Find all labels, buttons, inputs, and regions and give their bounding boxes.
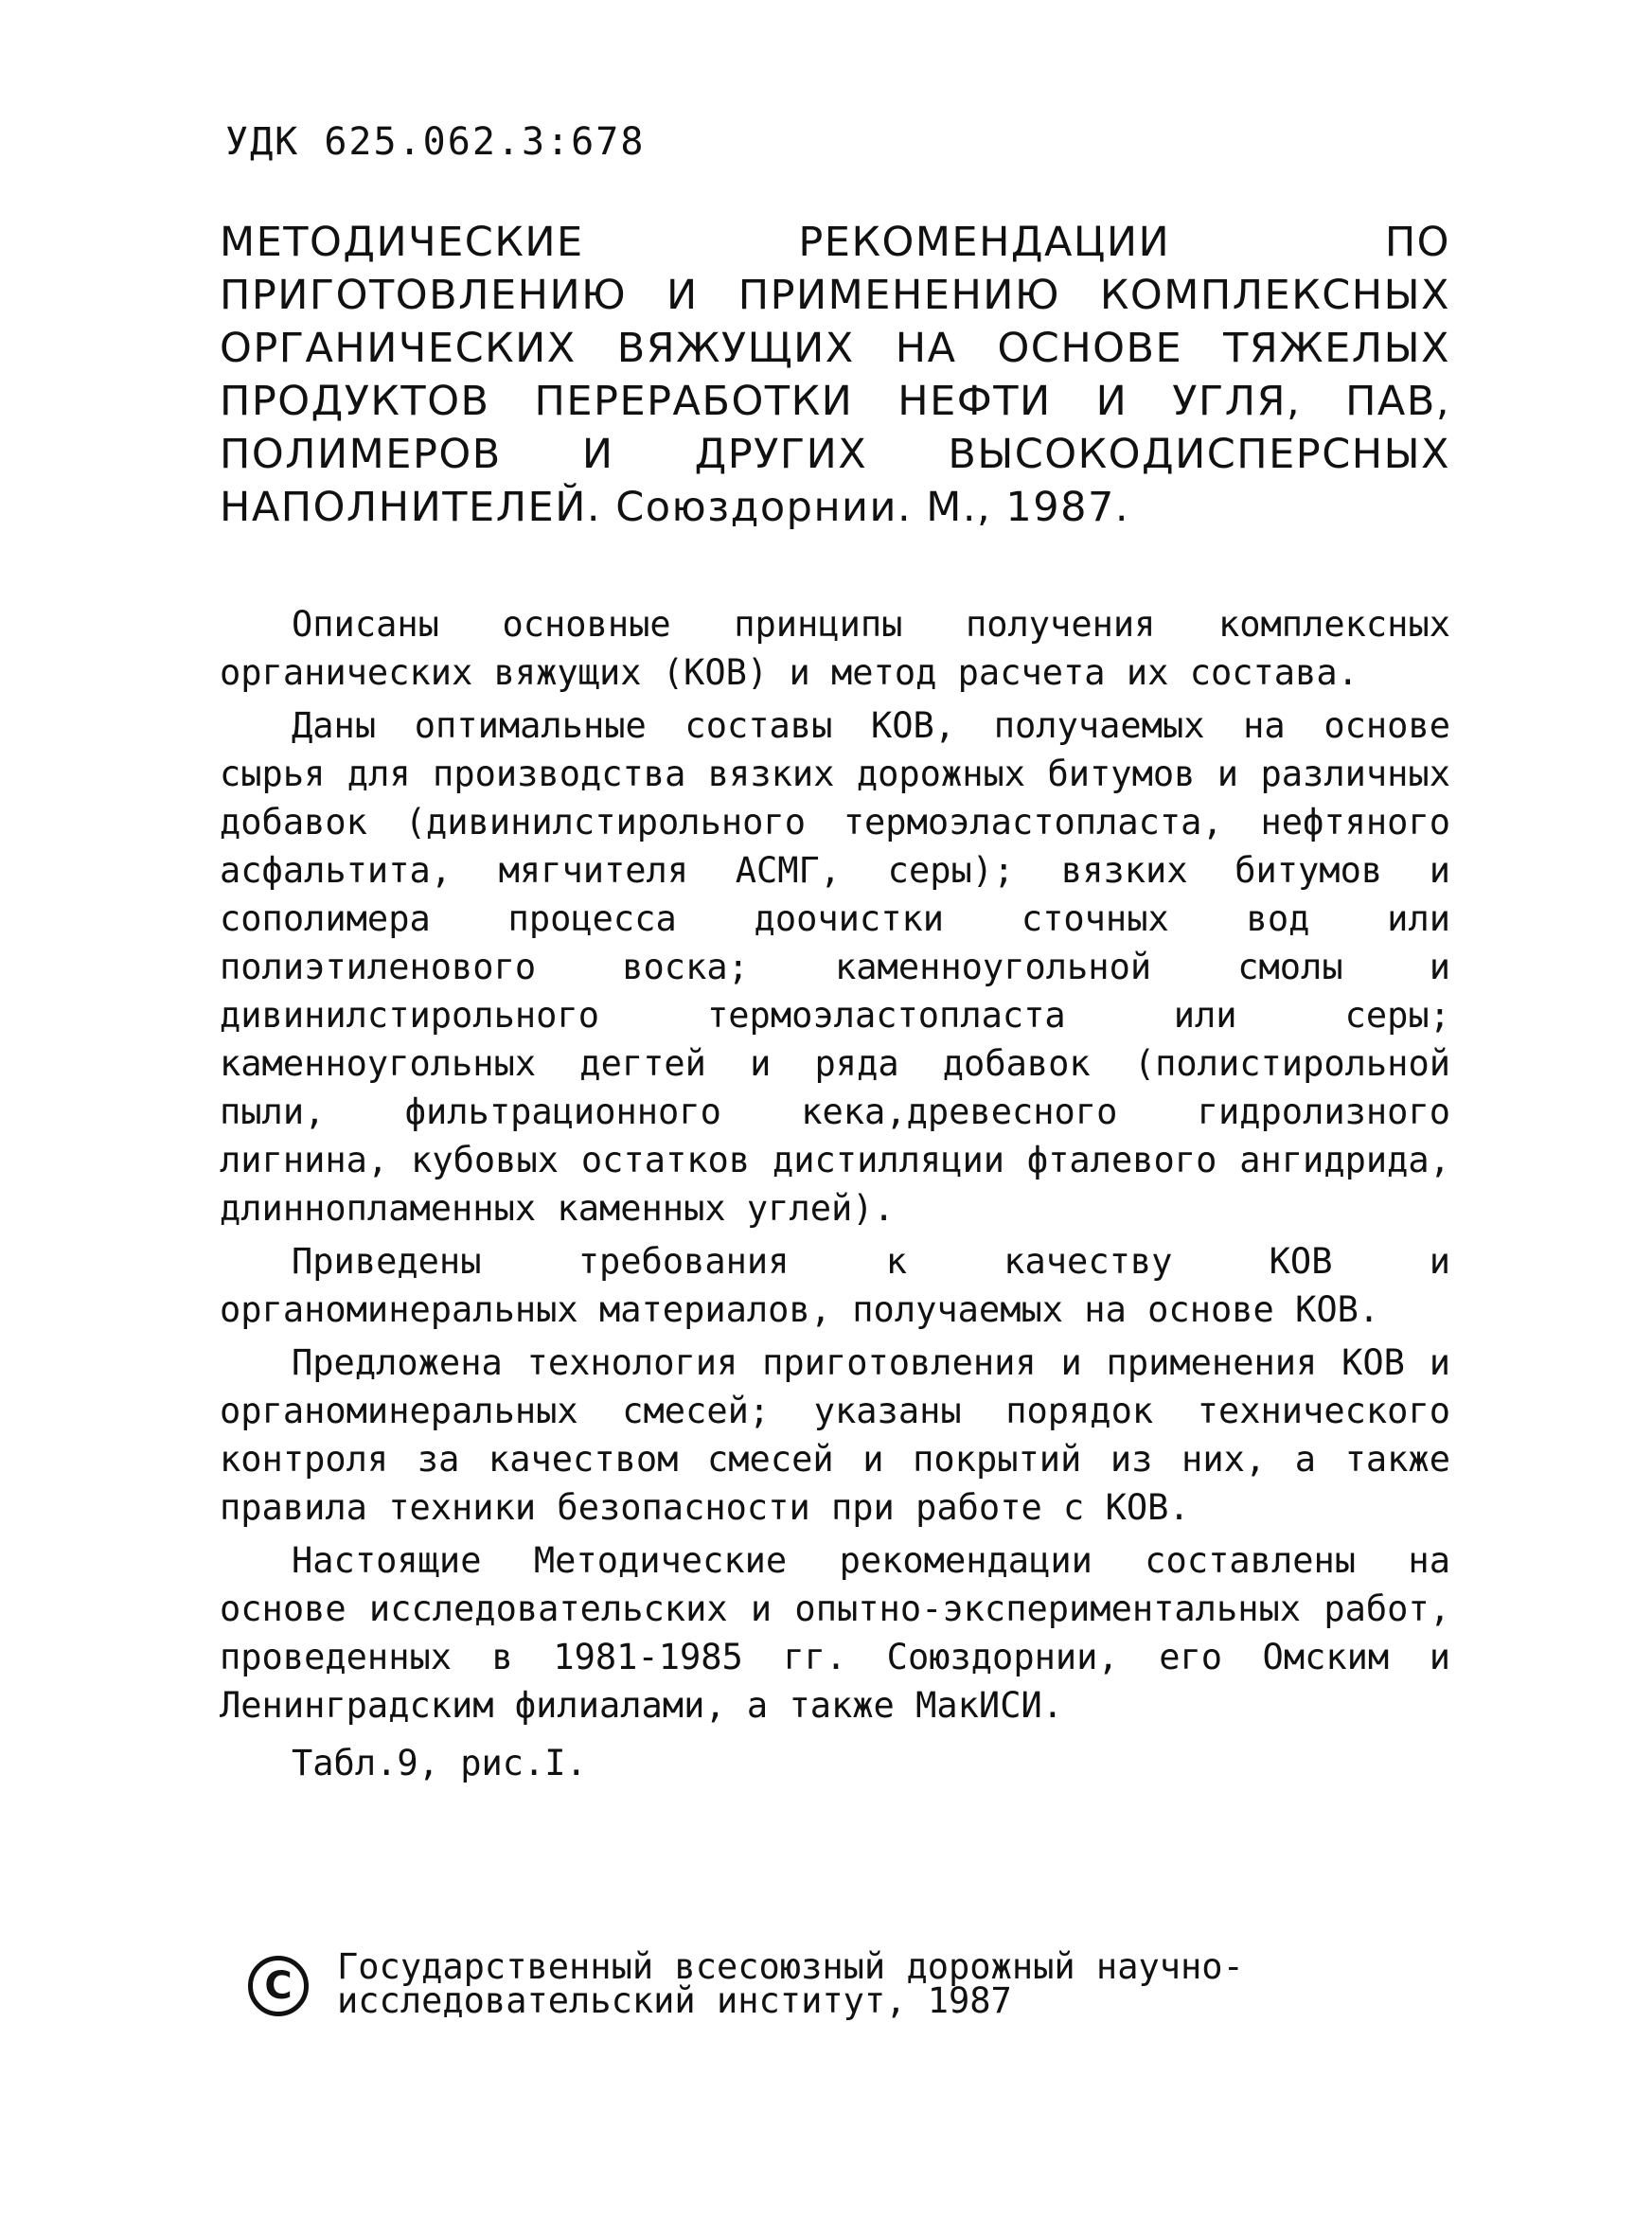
abstract	[220, 600, 1450, 1729]
copyright-text	[337, 1946, 1244, 2021]
abstract-paragraph-5: Настоящие Методические рекомендации составлены на основе исследовательских и опытно-экспериментальных работ, проведенных в 1981-1985 гг. Союздорнии, его Омским и Ленинградским филиалами, а также МакИСИ.	[220, 1540, 1450, 1726]
document-page	[220, 114, 1450, 1787]
title-main: МЕТОДИЧЕСКИЕ РЕКОМЕНДАЦИИ ПО ПРИГОТОВЛЕНИЮ И ПРИМЕНЕНИЮ КОМПЛЕКСНЫХ ОРГАНИЧЕСКИХ ВЯЖУЩИХ НА ОСНОВЕ ТЯЖЕЛЫХ ПРОДУКТОВ ПЕРЕРАБОТКИ НЕФТИ И УГЛЯ, ПАВ, ПОЛИМЕРОВ И ДРУГИХ ВЫСОКОДИСПЕРСНЫХ НАПОЛНИТЕЛЕЙ.	[220, 219, 1450, 531]
udk-code: УДК 625.062.3:678	[225, 120, 646, 164]
abstract-paragraph-3: Приведены требования к качеству КОВ и органоминеральных материалов, получаемых на основе КОВ.	[220, 1241, 1450, 1330]
title-publisher: Союздорнии. М., 1987.	[615, 484, 1129, 531]
tables-figures-count: Табл.9, рис.I.	[292, 1743, 587, 1783]
copyright-symbol: C	[264, 1964, 293, 2008]
document-title	[220, 216, 1450, 534]
copyright-line-1: Государственный всесоюзный дорожный научно-	[337, 1946, 1244, 1987]
abstract-paragraph-1: Описаны основные принципы получения комплексных органических вяжущих (КОВ) и метод расчета их состава.	[220, 604, 1450, 693]
copyright-block	[248, 1946, 1479, 2021]
abstract-paragraph-4: Предложена технология приготовления и применения КОВ и органоминеральных смесей; указаны порядок технического контроля за качеством смесей и покрытий из них, а также правила техники безопасности при работе с КОВ.	[220, 1342, 1450, 1528]
abstract-paragraph-2: Даны оптимальные составы КОВ, получаемых на основе сырья для производства вязких дорожных битумов и различных добавок (дивинилстирольного термоэластопласта, нефтяного асфальтита, мягчителя АСМГ, серы); вязких битумов и сополимера процесса доочистки сточных вод или полиэтиленового воска; каменноугольной смолы и дивинилстирольного термоэластопласта или серы; каменноугольных дегтей и ряда добавок (полистирольной пыли, фильтрационного кека,древесного гидролизного лигнина, кубовых остатков дистилляции фталевого ангидрида, длиннопламенных каменных углей).	[220, 705, 1450, 1229]
copyright-line-2: исследовательский институт, 1987	[337, 1980, 1012, 2021]
copyright-icon	[248, 1956, 309, 2016]
